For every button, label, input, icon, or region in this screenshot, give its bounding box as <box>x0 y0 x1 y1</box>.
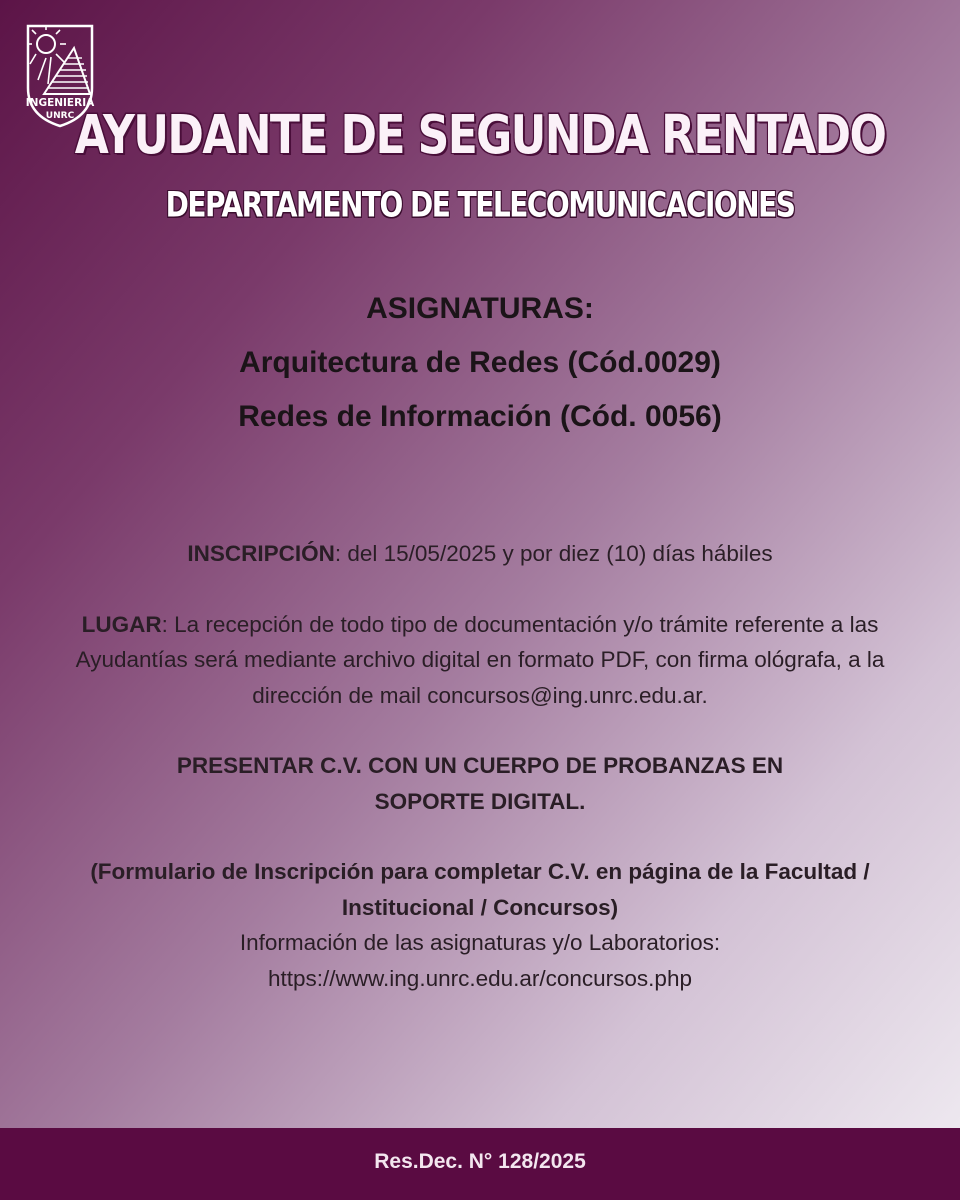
subjects-heading: ASIGNATURAS: <box>366 292 594 325</box>
inscription-paragraph <box>40 536 920 572</box>
inscription-label: INSCRIPCIÓN <box>187 541 335 566</box>
form-notice: (Formulario de Inscripción para completar C.V. en página de la Facultad / Institucional / Concursos) <box>90 859 870 920</box>
subjects-section <box>0 282 960 444</box>
details-section <box>40 536 920 996</box>
cv-notice: PRESENTAR C.V. CON UN CUERPO DE PROBANZAS EN SOPORTE DIGITAL. <box>176 753 784 814</box>
place-label: LUGAR <box>81 611 162 637</box>
logo-text-top: INGENIERIA <box>25 97 95 109</box>
subject-item: Redes de Información (Cód. 0056) <box>238 400 722 433</box>
info-text: Información de las asignaturas y/o Laboratorios: <box>239 930 721 955</box>
place-paragraph <box>40 607 920 714</box>
info-url-link[interactable]: https://www.ing.unrc.edu.ar/concursos.php <box>268 965 692 991</box>
subject-item: Arquitectura de Redes (Cód.0029) <box>239 346 721 379</box>
resolution-number: Res.Dec. N° 128/2025 <box>374 1150 586 1173</box>
footer-bar <box>0 1128 960 1200</box>
department-title: DEPARTAMENTO DE TELECOMUNICACIONES <box>165 184 795 226</box>
place-text: : La recepción de todo tipo de documentación y/o trámite referente a las Ayudantías será mediante archivo digital en formato PDF, con firma ológrafa, a la dirección de mail concursos@ing.unrc.edu.ar. <box>75 611 885 708</box>
logo-text-bottom: UNRC <box>45 111 75 121</box>
inscription-text: : del 15/05/2025 y por diez (10) días hábiles <box>334 541 773 566</box>
page-title: AYUDANTE DE SEGUNDA RENTADO <box>74 104 886 167</box>
